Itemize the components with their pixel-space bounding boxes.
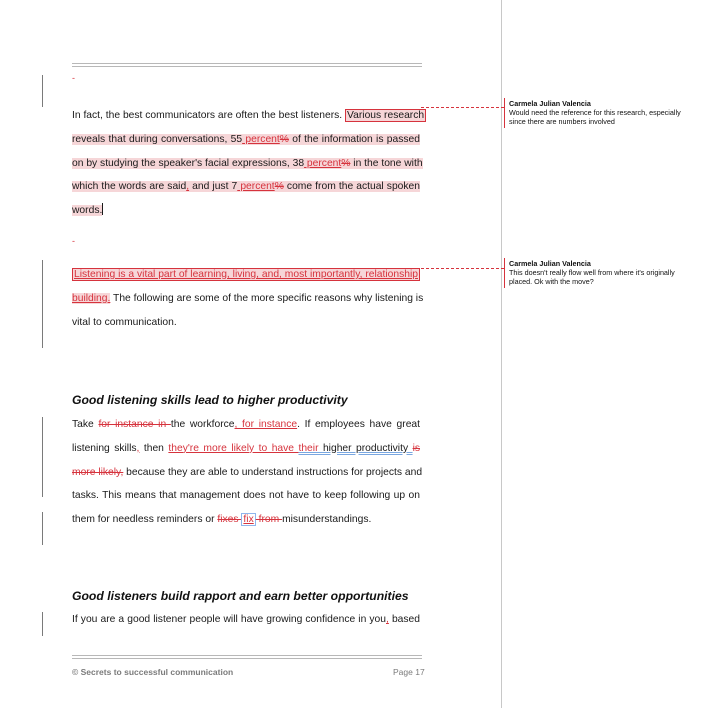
footer-title: © Secrets to successful communication: [72, 667, 234, 677]
change-bar: [42, 75, 43, 107]
comment-anchor-2[interactable]: Listening is a vital part of learning, living, and, most importantly, relationship: [74, 269, 418, 280]
footer-rule-2: [72, 658, 422, 659]
change-bar: [42, 417, 43, 497]
text-cursor: [102, 203, 103, 215]
paragraph-mark: -: [72, 73, 75, 83]
change-bar: [42, 512, 43, 545]
footer-rule: [72, 655, 422, 656]
page-number: Page 17: [393, 667, 425, 677]
paragraph-mark: -: [72, 236, 75, 246]
comment-text: Would need the reference for this research, especially since there are numbers involved: [509, 107, 681, 126]
comment-text: This doesn't really flow well from where it's originally placed. Ok with the move?: [509, 267, 675, 286]
comment-author: Carmela Julian Valencia: [509, 99, 591, 108]
comment-bar-2: [504, 258, 505, 288]
comment-anchor-1[interactable]: Various research: [347, 110, 425, 121]
header-rule: [72, 63, 422, 64]
comment-1[interactable]: [509, 100, 699, 126]
comment-2[interactable]: [509, 260, 699, 286]
header-rule-2: [72, 66, 422, 67]
comment-bar-1: [504, 98, 505, 128]
section-heading-rapport: Good listeners build rapport and earn better opportunities: [72, 589, 409, 603]
section-heading-productivity: Good listening skills lead to higher productivity: [72, 393, 348, 407]
change-bar: [42, 612, 43, 636]
paragraph-productivity[interactable]: Take for instance in the workforce, for instance. If employees have great listening skills, then they're more likely to have their higher productivity is more likely, because they are able to understand instructions for projects and tasks. This means that management does not have to keep following up on them for needless reminders or fixes fix from misunderstandings.: [72, 419, 423, 526]
paragraph-rapport[interactable]: If you are a good listener people will have growing confidence in you, based: [72, 614, 421, 625]
comment-connector-1: [421, 107, 504, 108]
paragraph-listeners-research[interactable]: In fact, the best communicators are often the best listeners. Various research reveals that during conversations, 55 percent% of the information is passed on by studying the speaker's facial expressions, 38 percent% in the tone with which the words are said, and just 7 percent% come from the actual spoken words.: [72, 110, 425, 217]
paragraph-listening-vital[interactable]: Listening is a vital part of learning, living, and, most importantly, relationship building. The following are some of the more specific reasons why listening is vital to communication.: [72, 269, 424, 328]
comment-connector-2: [421, 268, 504, 269]
comment-author: Carmela Julian Valencia: [509, 259, 591, 268]
change-bar: [42, 260, 43, 348]
